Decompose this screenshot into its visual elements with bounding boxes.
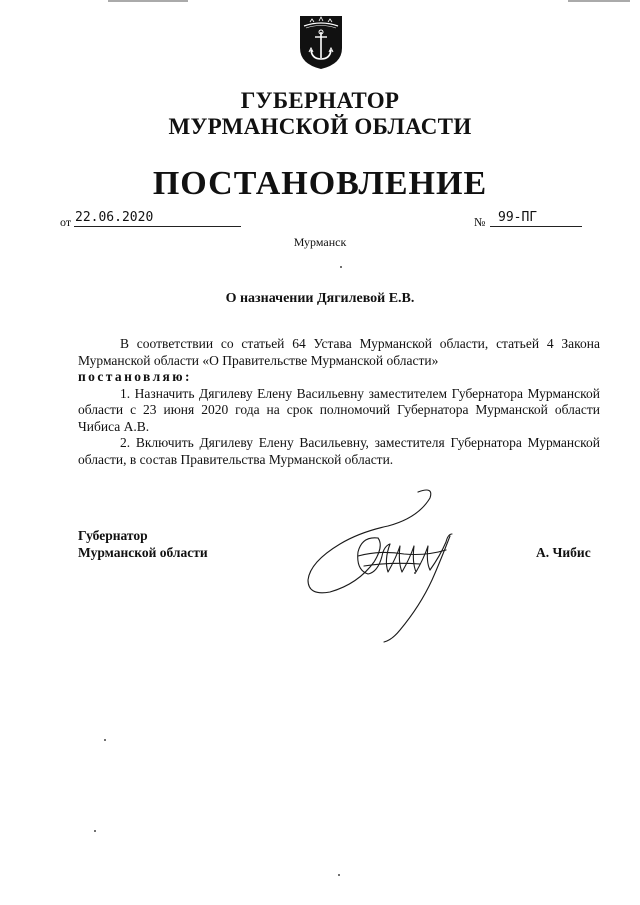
- date-field: [60, 210, 240, 230]
- scan-top-edge-lines: [0, 0, 640, 8]
- murmansk-coat-of-arms-icon: [298, 14, 344, 70]
- signer-title-line2: Мурманской области: [78, 545, 208, 560]
- decree-item-2: 2. Включить Дягилеву Елену Васильевну, заместителя Губернатора Мурманской области, в состав Правительства Мурманской области.: [78, 435, 600, 467]
- city-name: Мурманск: [293, 235, 347, 249]
- scan-speck: [104, 739, 106, 741]
- date-value: 22.06.2020: [74, 210, 241, 227]
- signer-title: [78, 527, 208, 561]
- number-field: [474, 210, 582, 230]
- scan-speck: [338, 874, 340, 876]
- document-type-title: ПОСТАНОВЛЕНИЕ: [152, 165, 488, 202]
- decree-word: постановляю:: [78, 369, 192, 384]
- number-value: 99-ПГ: [490, 210, 582, 227]
- decree-body: [78, 336, 600, 468]
- date-prefix: от: [60, 215, 72, 229]
- scan-speck: [414, 572, 416, 574]
- scan-speck: [94, 830, 96, 832]
- number-prefix: №: [474, 215, 486, 229]
- decree-item-1: 1. Назначить Дягилеву Елену Васильевну заместителем Губернатора Мурманской области с 23 июня 2020 года на срок полномочий Губернатора Мурманской области Чибиса А.В.: [78, 385, 600, 434]
- scan-speck: [340, 266, 342, 268]
- decree-subject: О назначении Дягилевой Е.В.: [225, 291, 415, 306]
- signer-title-line1: Губернатор: [78, 528, 148, 543]
- authority-title-line1: ГУБЕРНАТОР: [240, 88, 400, 113]
- preamble-paragraph: В соответствии со статьей 64 Устава Мурманской области, статьей 4 Закона Мурманской области «О Правительстве Мурманской области»: [78, 336, 600, 368]
- authority-title-line2: МУРМАНСКОЙ ОБЛАСТИ: [168, 114, 472, 139]
- handwritten-signature-icon: [300, 484, 480, 644]
- signer-name: А. Чибис: [536, 545, 591, 560]
